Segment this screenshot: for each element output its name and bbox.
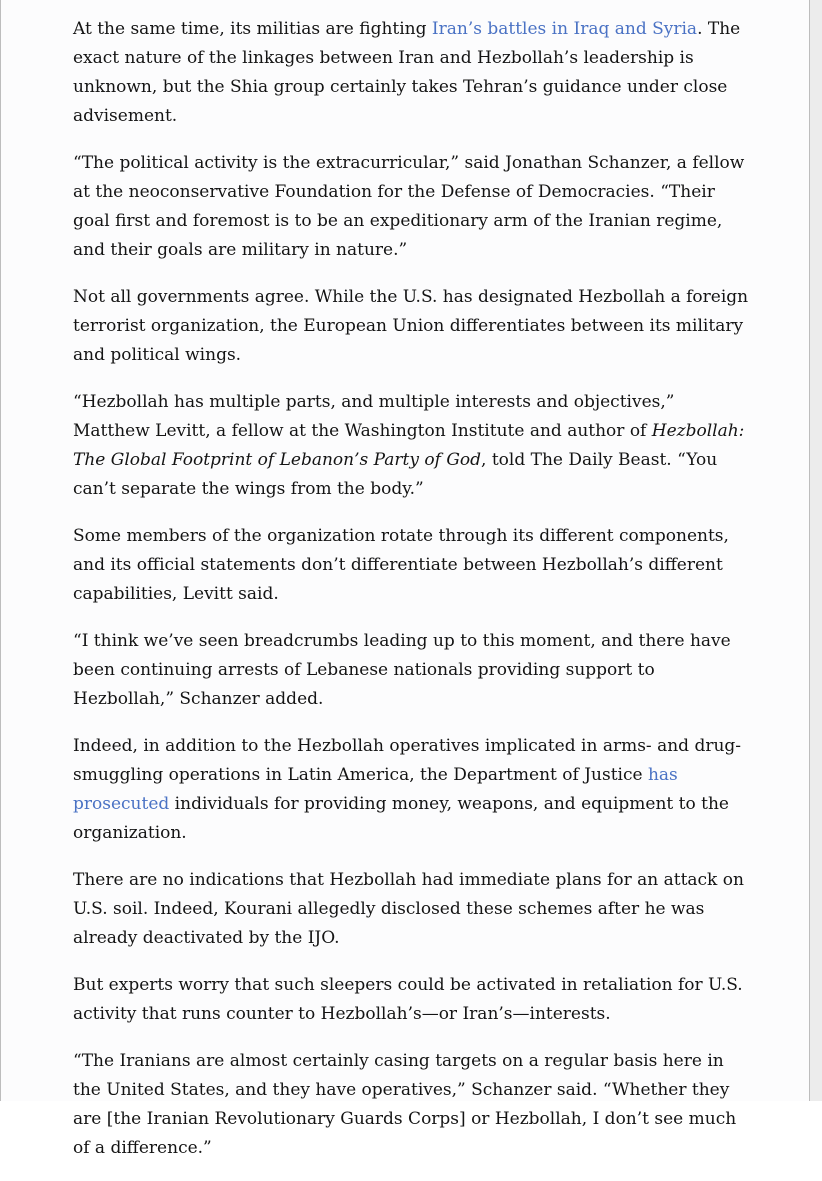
paragraph-text: . The exact nature of the linkages between Iran and Hezbollah’s leadership is unknown, but the Shia group certainly takes Tehran’s guidance under close advisement.: [73, 19, 741, 126]
paragraph-4: [73, 388, 753, 504]
paragraph-10: “The Iranians are almost certainly casing targets on a regular basis here in the United States, and they have operatives,” Schanzer said. “Whether they are [the Iranian Revolutionary Guards Corps] or Hezbollah, I don’t see much of a difference.”: [73, 1051, 737, 1158]
paragraph-text: Indeed, in addition to the Hezbollah operatives implicated in arms- and drug-smuggling operations in Latin America, the Department of Justice: [73, 736, 742, 785]
article-body: [73, 15, 753, 1181]
paragraph-text: individuals for providing money, weapons, and equipment to the organization.: [73, 794, 729, 843]
paragraph-text: , told The Daily Beast. “You can’t separate the wings from the body.”: [73, 450, 718, 499]
paragraph-text: At the same time, its militias are fighting: [73, 19, 432, 39]
link-irans-battles[interactable]: Iran’s battles in Iraq and Syria: [431, 19, 698, 39]
book-title: Hezbollah: The Global Footprint of Lebanon’s Party of God: [73, 421, 745, 470]
paragraph-3: Not all governments agree. While the U.S. has designated Hezbollah a foreign terrorist organization, the European Union differentiates between its military and political wings.: [73, 287, 749, 365]
paragraph-6: “I think we’ve seen breadcrumbs leading up to this moment, and there have been continuing arrests of Lebanese nationals providing support to Hezbollah,” Schanzer added.: [73, 631, 731, 709]
paragraph-7: [73, 732, 753, 848]
paragraph-9: But experts worry that such sleepers could be activated in retaliation for U.S. activity that runs counter to Hezbollah’s—or Iran’s—interests.: [73, 975, 743, 1024]
paragraph-8: There are no indications that Hezbollah had immediate plans for an attack on U.S. soil. Indeed, Kourani allegedly disclosed these schemes after he was already deactivated by the IJO.: [73, 870, 744, 948]
window-gutter: [810, 0, 822, 1101]
paragraph-text: “Hezbollah has multiple parts, and multiple interests and objectives,” Matthew Levitt, a fellow at the Washington Institute and author of: [73, 392, 675, 441]
link-has-prosecuted[interactable]: has prosecuted: [73, 765, 678, 814]
paragraph-5: Some members of the organization rotate through its different components, and its official statements don’t differentiate between Hezbollah’s different capabilities, Levitt said.: [73, 526, 729, 604]
paragraph-2: “The political activity is the extracurricular,” said Jonathan Schanzer, a fellow at the neoconservative Foundation for the Defense of Democracies. “Their goal first and foremost is to be an expeditionary arm of the Iranian regime, and their goals are military in nature.”: [73, 153, 745, 260]
paragraph-1: [73, 15, 753, 131]
